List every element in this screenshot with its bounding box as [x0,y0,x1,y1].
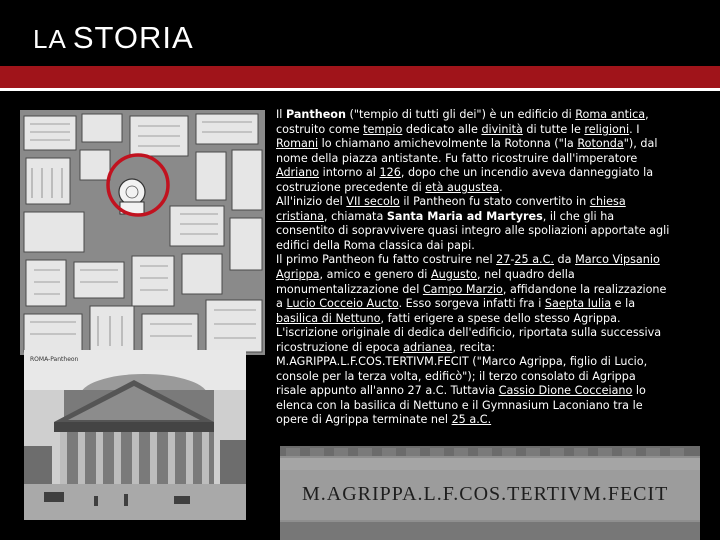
link-cristiana[interactable]: cristiana [276,209,324,223]
title-main: STORIA [72,20,194,55]
text-span: elenca con la basilica di Nettuno e il Gymnasium Laconiano tra le [276,398,643,412]
text-span: , il che gli ha [542,209,615,223]
text-span: , recita: [452,340,496,354]
text-span: . [499,180,503,194]
text-span: ricostruzione di epoca [276,340,404,354]
link-adrianea[interactable]: adrianea [403,340,453,354]
text-span: e la [611,297,636,311]
text-span: opere di Agrippa terminate nel [276,413,452,427]
slide-title [33,20,194,56]
inscription-drawing [280,446,700,540]
link-rotonda[interactable]: Rotonda [577,137,624,151]
text-span: risale appunto all'anno 27 a.C. Tuttavia [276,384,499,398]
text-span: , [645,108,649,121]
link-adriano[interactable]: Adriano [276,166,320,180]
pantheon-photo [24,350,246,520]
link-lucio-cocceio[interactable]: Lucio Cocceio Aucto [286,297,399,311]
text-span: edifici della Roma classica dai papi. [276,238,475,252]
text-span: , affidandone la realizzazione [502,282,667,296]
link-religioni[interactable]: religioni [584,122,630,136]
text-span: M.AGRIPPA.L.F.COS.TERTIVM.FECIT ("Marco Agrippa, figlio di Lucio, [276,355,648,369]
link-augusto[interactable]: Augusto [430,268,477,282]
bold-pantheon: Pantheon [285,108,346,121]
text-span: ("tempio di tutti gli dei") è un edificio di [345,108,576,121]
text-span: - [510,253,515,267]
text-span: il Pantheon fu stato convertito in [399,195,590,209]
link-27[interactable]: 27 [496,253,511,267]
text-span: di tutte le [522,122,585,136]
text-span: a [276,297,287,311]
text-span: , chiamata [323,209,387,223]
text-span: Il [276,108,286,121]
link-126[interactable]: 126 [379,166,401,180]
text-span: intorno al [319,166,380,180]
link-chiesa[interactable]: chiesa [589,195,626,209]
bold-santa-maria: Santa Maria ad Martyres [386,209,543,223]
inscription-text: M.AGRIPPA.L.F.COS.TERTIVM.FECIT [302,483,669,505]
title-band [0,66,720,88]
text-span: , fatti erigere a spese dello stesso Agrippa. [380,311,621,325]
text-span: dedicato alle [402,122,482,136]
paragraph-3 [276,253,700,428]
text-span: All'inizio del [276,195,347,209]
text-span: da [553,253,576,267]
paragraph-2 [276,195,700,253]
text-span: , amico e genero di [319,268,431,282]
text-span: console per la terza volta, edificò"); il terzo consolato di Agrippa [276,369,636,383]
text-span: Il primo Pantheon fu fatto costruire nel [276,253,497,267]
text-span: monumentalizzazione del [276,282,423,296]
text-span: lo chiamano amichevolmente la Rotonna ("la [318,137,578,151]
link-25-ac[interactable]: 25 a.C. [514,253,554,267]
link-saepta-iulia[interactable]: Saepta Iulia [544,297,612,311]
city-map-drawing [20,110,265,355]
text-span: lo [632,384,646,398]
history-text [276,108,700,428]
band-divider [0,88,720,91]
text-span: , nel quadro della [476,268,575,282]
text-span: nome della piazza antistante. Fu fatto ricostruire dall'imperatore [276,151,638,165]
text-span: . I [629,122,640,136]
paragraph-1 [276,108,700,195]
text-span: consentito di sopravvivere quasi integro alle spoliazioni apportate agli [276,224,670,238]
link-eta-augustea[interactable]: età augustea [425,180,500,194]
link-cassio-dione[interactable]: Cassio Dione Cocceiano [498,384,633,398]
pantheon-photo-drawing [24,350,246,520]
title-prefix: LA [33,24,67,54]
link-agrippa[interactable]: Agrippa [276,268,320,282]
link-basilica-nettuno[interactable]: basilica di Nettuno [276,311,381,325]
text-span: costruito come [276,122,364,136]
link-vii-secolo[interactable]: VII secolo [346,195,400,209]
link-roma-antica[interactable]: Roma antica [575,108,646,121]
inscription-photo [280,446,700,540]
text-span: . Esso sorgeva infatti fra i [398,297,545,311]
photo-caption: ROMA-Pantheon [30,356,79,363]
link-romani[interactable]: Romani [276,137,319,151]
link-25-ac-end[interactable]: 25 a.C. [451,413,492,427]
text-span: L'iscrizione originale di dedica dell'edificio, riportata sulla successiva [276,326,662,340]
text-span: , dopo che un incendio aveva danneggiato la [400,166,654,180]
text-span: costruzione precedente di [276,180,426,194]
city-map-image [20,110,265,355]
link-divinita[interactable]: divinità [481,122,523,136]
text-span: "), dal [623,137,658,151]
link-tempio[interactable]: tempio [363,122,403,136]
link-campo-marzio[interactable]: Campo Marzio [422,282,503,296]
link-marco-vipsanio[interactable]: Marco Vipsanio [575,253,660,267]
